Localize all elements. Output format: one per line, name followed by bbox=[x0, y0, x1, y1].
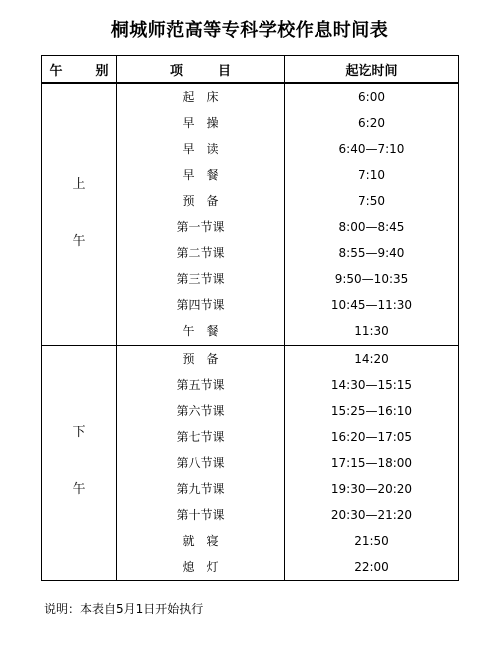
time-value: 9:50—10:35 bbox=[334, 272, 409, 286]
morning-label-1: 上 bbox=[72, 177, 86, 192]
time-value: 20:30—21:20 bbox=[330, 508, 413, 522]
time-value: 6:20 bbox=[358, 116, 385, 130]
time-value: 10:45—11:30 bbox=[330, 298, 413, 312]
header-item-a: 项 bbox=[169, 63, 183, 79]
time-value: 17:15—18:00 bbox=[330, 456, 413, 470]
time-value: 14:20 bbox=[354, 352, 389, 366]
afternoon-label-1: 下 bbox=[72, 425, 86, 440]
schedule-table bbox=[41, 55, 459, 581]
table-header-row bbox=[42, 56, 459, 84]
header-item bbox=[117, 56, 285, 84]
list-item: 早 操 bbox=[182, 116, 219, 130]
morning-label-2: 午 bbox=[72, 234, 86, 249]
list-item: 第八节课 bbox=[176, 456, 225, 470]
list-item: 第九节课 bbox=[176, 482, 225, 496]
time-value: 21:50 bbox=[354, 534, 389, 548]
list-item: 第五节课 bbox=[176, 378, 225, 392]
list-item: 早 读 bbox=[182, 142, 219, 156]
afternoon-period-cell bbox=[42, 346, 117, 581]
header-period-b: 别 bbox=[95, 63, 109, 79]
list-item: 第二节课 bbox=[176, 246, 225, 260]
list-item: 第三节课 bbox=[176, 272, 225, 286]
list-item: 就 寝 bbox=[182, 534, 219, 548]
list-item: 午 餐 bbox=[182, 324, 219, 338]
time-value: 8:00—8:45 bbox=[338, 220, 405, 234]
header-period bbox=[42, 56, 117, 84]
afternoon-items bbox=[117, 346, 285, 581]
header-item-b: 目 bbox=[218, 63, 232, 79]
footnote: 说明：本表自5月1日开始执行 bbox=[44, 602, 204, 616]
afternoon-label-2: 午 bbox=[72, 482, 86, 497]
page-title: 桐城师范高等专科学校作息时间表 bbox=[110, 20, 389, 41]
list-item: 第六节课 bbox=[176, 404, 225, 418]
afternoon-times bbox=[285, 346, 459, 581]
time-value: 16:20—17:05 bbox=[330, 430, 413, 444]
time-value: 7:10 bbox=[358, 168, 385, 182]
time-value: 6:40—7:10 bbox=[338, 142, 405, 156]
list-item: 熄 灯 bbox=[182, 560, 219, 574]
morning-section bbox=[42, 83, 459, 346]
time-value: 22:00 bbox=[354, 560, 389, 574]
list-item: 起 床 bbox=[182, 90, 219, 104]
morning-times bbox=[285, 83, 459, 346]
time-value: 7:50 bbox=[358, 194, 385, 208]
list-item: 第一节课 bbox=[176, 220, 225, 234]
list-item: 预 备 bbox=[182, 194, 219, 208]
time-value: 6:00 bbox=[358, 90, 385, 104]
time-value: 14:30—15:15 bbox=[330, 378, 413, 392]
list-item: 第四节课 bbox=[176, 298, 225, 312]
morning-period-cell bbox=[42, 83, 117, 346]
morning-items bbox=[117, 83, 285, 346]
time-value: 15:25—16:10 bbox=[330, 404, 413, 418]
list-item: 早 餐 bbox=[182, 168, 219, 182]
list-item: 第七节课 bbox=[176, 430, 225, 444]
list-item: 第十节课 bbox=[176, 508, 225, 522]
list-item: 预 备 bbox=[182, 352, 219, 366]
afternoon-section bbox=[42, 346, 459, 581]
time-value: 8:55—9:40 bbox=[338, 246, 405, 260]
header-period-a: 午 bbox=[49, 63, 63, 79]
header-time: 起讫时间 bbox=[285, 56, 459, 84]
time-value: 11:30 bbox=[354, 324, 389, 338]
time-value: 19:30—20:20 bbox=[330, 482, 413, 496]
